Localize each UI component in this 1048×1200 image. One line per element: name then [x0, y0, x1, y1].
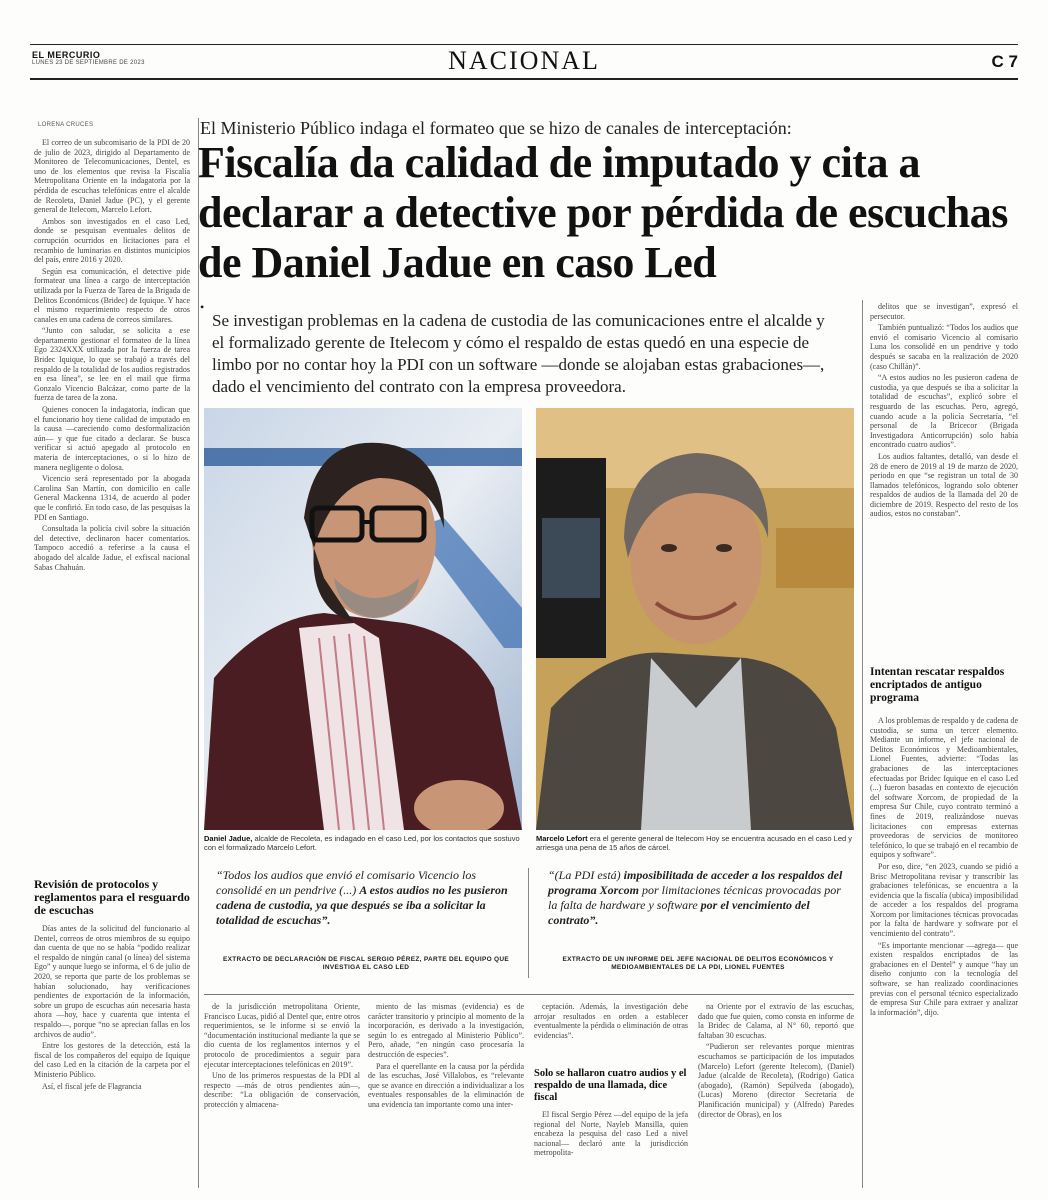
quote-text: por limitaciones técnicas provocadas por la falta de hardware y software	[548, 883, 841, 912]
subhead-protocols: Revisión de protocolos y reglamentos para el resguardo de escuchas	[34, 877, 190, 917]
quote-text: “Todos los audios que envió el comisario Vicencio los consolidé en un pendrive (...)	[216, 868, 476, 897]
portrait-image	[536, 408, 854, 830]
body-column-c	[534, 1002, 688, 1062]
body-column-b	[368, 1002, 524, 1188]
byline: LORENA CRUCES	[38, 122, 94, 128]
portrait-image	[204, 408, 522, 830]
caption-text: era el gerente general de Itelecom Hoy se encuentra acusado en el caso Led y arriesga una pena de 15 años de cárcel.	[536, 834, 853, 852]
caption-right	[536, 834, 854, 852]
quote-rule	[204, 994, 854, 995]
headline: Fiscalía da calidad de imputado y cita a declarar a detective por pérdida de escuchas de Daniel Jadue en caso Led	[198, 138, 1008, 287]
pull-quote-left	[216, 868, 516, 928]
lead-paragraph: Se investigan problemas en la cadena de custodia de las comunicaciones entre el alcalde y el formalizado gerente de Itelecom y cómo el respaldo de estas quedó en una especie de limbo por no contar hoy la PDI con un software —donde se alojaban estas grabaciones—, dado el vencimiento del contrato con la empresa proveedora.	[212, 311, 825, 396]
right-column-bottom	[870, 716, 1018, 1188]
caption-text: alcalde de Recoleta, es indagado en el caso Led, por los contactos que sostuvo con el formalizado Marcelo Lefort.	[204, 834, 520, 852]
caption-name: Daniel Jadue,	[204, 834, 253, 843]
paragraph: Así, el fiscal jefe de Flagrancia	[42, 1081, 142, 1091]
paragraph: Vicencio será representado por la abogada Carolina San Martín, con domicilio en calle General Mackenna 1314, de acuerdo al poder que le confirió. En todo caso, de las pesquisas la PDI en Santiago.	[34, 474, 190, 522]
body-column-d	[698, 1002, 854, 1188]
edition-date: LUNES 23 DE SEPTIEMBRE DE 2023	[32, 60, 145, 66]
lead-bullet: •	[200, 300, 205, 314]
paragraph: Quienes conocen la indagatoria, indican que el funcionario hoy tiene calidad de imputado en la causa —careciendo como desformalización aún— y que fue citado a declarar. Se busca verificar si actuó apegado al protocolo en materia de interceptaciones, o si lo hizo de manera negligente o dolosa.	[34, 405, 190, 472]
paragraph: Ambos son investigados en el caso Led, donde se pesquisan eventuales delitos de corrupción ocurridos en licitaciones para el recambio de luminarias en distintos municipios del país, entre 2016 y 2020.	[34, 216, 190, 265]
subhead-rescue: Intentan rescatar respaldos encriptados de antiguo programa	[870, 666, 1005, 704]
quote-emphasis: por el vencimiento del contrato”.	[548, 898, 810, 927]
quote-divider	[528, 868, 529, 978]
paragraph: Los audios faltantes, detalló, van desde el 28 de enero de 2019 al 19 de marzo de 2020, periodo en que “se registran un total de 30 llamados telefónicos, logrando solo obtener respaldos de audios de la llamada del 20 de diciembre de 2019. Respecto del resto de los audios, estos no constaban”.	[870, 451, 1018, 519]
page-number: C 7	[991, 52, 1018, 71]
masthead-rule	[30, 78, 1018, 80]
paragraph: “Junto con saludar, se solicita a ese departamento gestionar el formateo de la línea Ego 2324XXX utilizada por la fuerza de tarea Bridec Iquique, lo que se trabajó a través del respaldo de la totalidad de los audios registrados en esa línea”, se lee en el mail que firma Gonzalo Vicencio Balcázar, como parte de la fuerza de tarea de la zona.	[34, 326, 190, 403]
paragraph: “A estos audios no les pusieron cadena de custodia, ya que después se iba a solicitar la totalidad de escuchas”, explicó sobre el resguardo de las escuchas. Pero, agregó, cuando acude a la policía Secretaría, “el personal de la Bricecor (Brigada Investigadora Anticorrupción) solo había encontrado cuatro audios”.	[870, 373, 1018, 450]
paragraph: de la jurisdicción metropolitana Oriente, Francisco Lucas, pidió al Dentel que, entre otros requerimientos, se le informe si se envió la “documentación institucional mediante la que se dio cuenta de los reglamentos internos y el protocolo de procedimientos a seguir para ejecutar interceptaciones telefónicas en 2019”.	[204, 1002, 360, 1069]
caption-left	[204, 834, 522, 852]
quote-text: “(La PDI está)	[548, 868, 624, 882]
quote-emphasis: A estos audios no les pusieron cadena de custodia, ya que después se iba a solicitar la totalidad de escuchas”.	[216, 883, 508, 927]
paragraph: El correo de un subcomisario de la PDI de 20 de julio de 2023, dirigido al Departamento de Monitoreo de Telecomunicaciones, Dentel, es uno de los elementos que revisa la Fiscalía Metropolitana Oriente en la indagatoria por la pérdida de escuchas telefónicas entre el alcalde de Recoleta, Daniel Jadue (PC), y el gerente general de Itelecom, Marcelo Lefort.	[34, 138, 190, 215]
paragraph: Entre los gestores de la detección, está la fiscal de los compañeros del equipo de Iquique del caso Led en la citación de la carpeta por el Ministerio Público.	[34, 1041, 190, 1079]
paragraph: delitos que se investigan”, expresó el persecutor.	[870, 302, 1018, 321]
right-column-top	[870, 302, 1018, 658]
quote-source-right: EXTRACTO DE UN INFORME DEL JEFE NACIONAL DE DELITOS ECONÓMICOS Y MEDIOAMBIENTALES DE LA PDI, LIONEL FUENTES	[562, 956, 834, 971]
quote-emphasis: imposibilitada de acceder a los respaldos del programa Xorcom	[548, 868, 843, 897]
subhead-audios: Solo se hallaron cuatro audios y el respaldo de una llamada, dice fiscal	[534, 1068, 687, 1103]
top-rule	[30, 44, 1018, 45]
paragraph: Para el querellante en la causa por la pérdida de las escuchas, José Villalobos, es “relevante que se avance en dirección a individualizar a los eventuales responsables de la eliminación de una evidencia tan importante como una inter-	[368, 1061, 524, 1109]
paragraph: Uno de los primeros respuestas de la PDI al respecto —más de otros pendientes aún—, describe: “La obligación de conservación, protección y almacena-	[204, 1071, 360, 1109]
pull-quote-right	[548, 868, 848, 928]
paragraph: “Es importante mencionar —agrega— que existen respaldos encriptados de las grabaciones en el Dentel” y aunque “hay un diseño conjunto con la tecnología del software, se han realizado coordinaciones previas con el personal técnico especializado de empresa Sur Chile para extraer y analizar la información”, dijo.	[870, 940, 1018, 1017]
paragraph: También puntualizó: “Todos los audios que envió el comisario Vicencio al comisario Luna los consolidé en un pendrive y todo después se sacaba en la realización de 2020 (caso Chillán)”.	[870, 323, 1018, 371]
body-column-a	[204, 1002, 360, 1188]
left-column-top	[34, 138, 190, 868]
paragraph: Por eso, dice, “en 2023, cuando se pidió a Brisc Metropolitana revisar y transcribir las grabaciones telefónicas, se encuentra a la evidencia que la fiscalía (ubica) imposibilidad de acceder a los respaldos del programa Xorcom por limitaciones técnicas provocadas por la falta de hardware y software por el vencimiento del contrato”.	[870, 861, 1018, 939]
photo-daniel-jadue	[204, 408, 522, 830]
paragraph: Días antes de la solicitud del funcionario al Dentel, correos de otros miembros de su equipo dan cuenta de que no se había “podido realizar el respaldo de ningún canal (o línea) del sistema Ego” y aunque luego se informa, el 6 de julio de 2020, se reporta que parte de los problemas se habían solucionado, hay verificaciones pendientes de exportación de la información, sobre un grupo de escuchas aún necesaria hasta ahora —hoy, hace y cuarenta que intenta el respaldo—, porque “no se aprecian fallas en los archivos de audio”.	[34, 924, 190, 1039]
right-column-divider	[862, 300, 863, 1188]
paragraph: Consultada la policía civil sobre la situación del detective, declinaron hacer comentarios. Tampoco accedió a referirse a la causa el abogado del alcalde Jadue, el exfiscal nacional Sabas Chahuán.	[34, 524, 190, 572]
paragraph: miento de las mismas (evidencia) es de carácter transitorio y principio al momento de la incorporación, es derivado a la investigación, según lo es entregado al Ministerio Público”. Pero, añade, “en ningún caso procesaría la destrucción de especies”.	[368, 1002, 524, 1059]
paragraph: A los problemas de respaldo y de cadena de custodia, se suma un tercer elemento. Mediante un informe, el jefe nacional de Delitos Económicos y Medioambientales, Lionel Fuentes, advierte: “Todas las grabaciones de las interceptaciones efectuadas por Bridec Iquique en el caso Led (...) fueron basadas en contexto de ejecución del software Xorcom, de propiedad de la empresa Sur Chile, cuyo contrato terminó a fines de 2019, realizándose nuevas licitaciones con empresas externas proveedoras de servicios de monitoreo telefónico, lo que se trabajó en el recambio de equipos y software”.	[870, 716, 1018, 860]
kicker: El Ministerio Público indaga el formateo que se hizo de canales de interceptación:	[200, 118, 792, 138]
body-column-c2	[534, 1110, 688, 1188]
paragraph: na Oriente por el extravío de las escuchas, dado que fue quien, como consta en informe de la Bridec de Calama, al N° 60, reportó que faltaban 30 escuchas.	[698, 1002, 854, 1040]
section-title: NACIONAL	[448, 46, 600, 75]
photo-marcelo-lefort	[536, 408, 854, 830]
newspaper-name: EL MERCURIO	[32, 50, 101, 60]
left-column-bottom	[34, 924, 190, 1186]
paragraph: “Pudieron ser relevantes porque mientras escuchamos se participación de los imputados (Marcelo) Lefort (gerente Itelecom), (Daniel) Jadue (alcalde de Recoleta), (Rodrigo) Gatica (abogado), (Ramón) Sepúlveda (abogado), (Lucas) Moreno (director Secretaría de Planificación municipal) y (Alfredo) Paredes (director de Obras), en los	[698, 1042, 854, 1119]
caption-name: Marcelo Lefort	[536, 834, 588, 843]
quote-source-left: EXTRACTO DE DECLARACIÓN DE FISCAL SERGIO PÉREZ, PARTE DEL EQUIPO QUE INVESTIGA EL CASO LED	[222, 956, 510, 971]
paragraph: ceptación. Además, la investigación debe arrojar resultados en orden a establecer eventualmente la pérdida o eliminación de otras evidencias”.	[534, 1002, 688, 1040]
paragraph: El fiscal Sergio Pérez —del equipo de la jefa regional del Norte, Nayleb Mansilla, quien encabeza la pesquisa del caso Led a nivel nacional— declaró ante la jurisdicción metropolita-	[534, 1110, 688, 1158]
paragraph: Según esa comunicación, el detective pide formatear una línea a cargo de interceptación utilizada por la Fuerza de Tarea de la Brigada de Delitos Económicos (Bridec) de Iquique. Y hace el mismo requerimiento respecto de otros canales en una cadena de correos similares.	[34, 266, 190, 324]
